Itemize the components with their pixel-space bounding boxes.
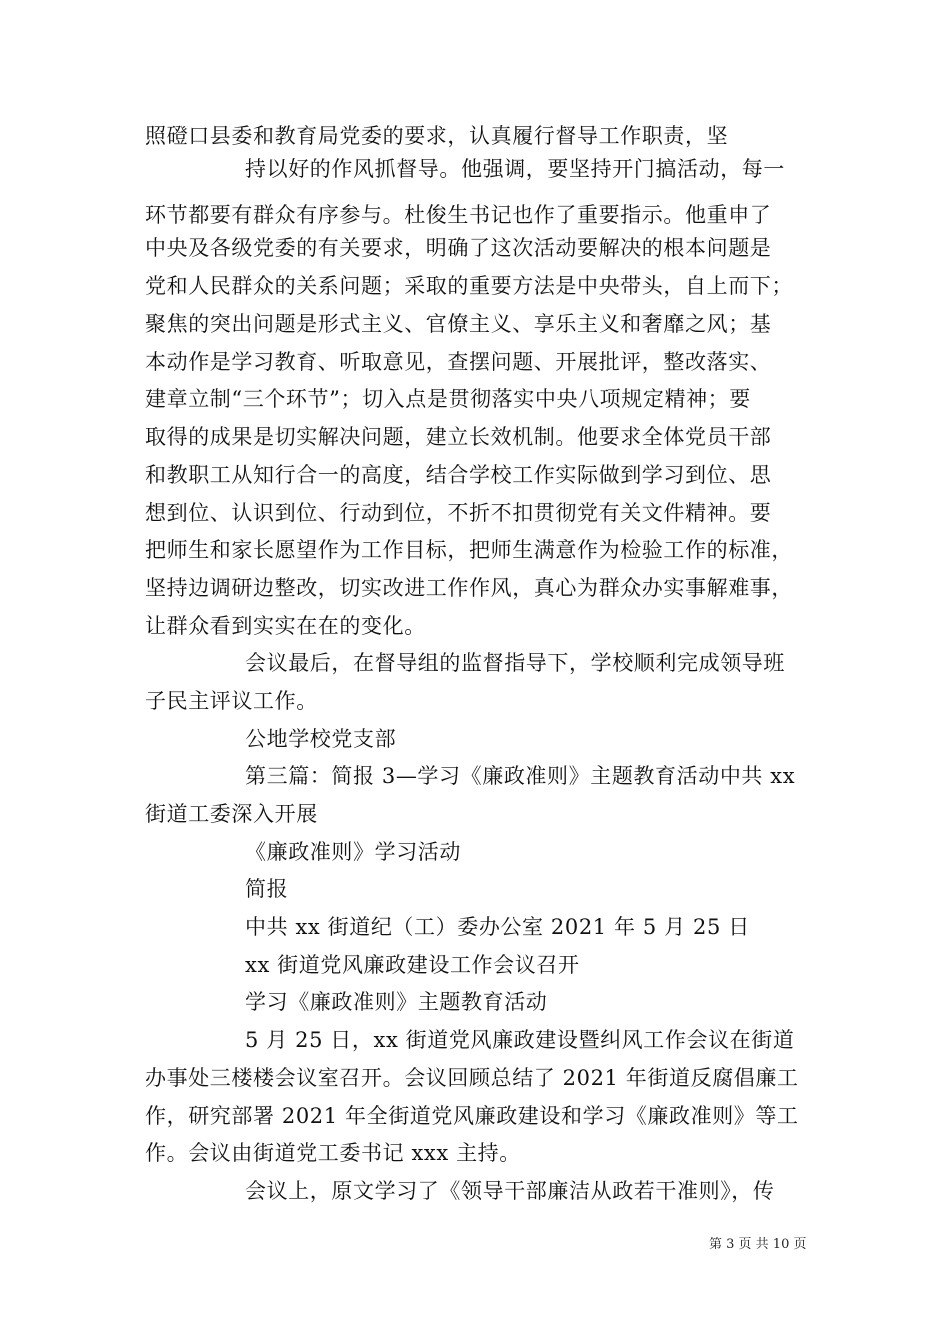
text-line: 5 月 25 日，xx 街道党风廉政建设暨纠风工作会议在街道 [245, 1028, 795, 1052]
signature-line: 公地学校党支部 [245, 727, 397, 751]
text-line: 子民主评议工作。 [145, 689, 318, 713]
bulletin-label: 简报 [245, 877, 289, 901]
subheadline: 学习《廉政准则》主题教育活动 [245, 990, 548, 1014]
bulletin-heading: 《廉政准则》学习活动 [245, 840, 461, 864]
section-title-continued: 街道工委深入开展 [145, 802, 318, 826]
text-line: 中央及各级党委的有关要求，明确了这次活动要解决的根本问题是 [145, 236, 772, 260]
issuer-date-line: 中共 xx 街道纪（工）委办公室 2021 年 5 月 25 日 [245, 915, 750, 939]
text-line: 建章立制“三个环节”；切入点是贯彻落实中央八项规定精神；要 [145, 387, 751, 411]
headline: xx 街道党风廉政建设工作会议召开 [245, 953, 580, 977]
section-title: 第三篇：简报 3—学习《廉政准则》主题教育活动中共 xx [245, 764, 796, 788]
text-line: 作，研究部署 2021 年全街道党风廉政建设和学习《廉政准则》等工 [145, 1104, 799, 1128]
text-line: 本动作是学习教育、听取意见，查摆问题、开展批评，整改落实、 [145, 350, 772, 374]
text-line: 让群众看到实实在在的变化。 [145, 614, 426, 638]
text-line: 党和人民群众的关系问题；采取的重要方法是中央带头，自上而下； [145, 274, 793, 298]
text-line: 坚持边调研边整改，切实改进工作作风，真心为群众办实事解难事， [145, 576, 793, 600]
text-line: 想到位、认识到位、行动到位，不折不扣贯彻党有关文件精神。要 [145, 501, 772, 525]
text-line: 办事处三楼楼会议室召开。会议回顾总结了 2021 年街道反腐倡廉工 [145, 1066, 799, 1090]
text-line: 和教职工从知行合一的高度，结合学校工作实际做到学习到位、思 [145, 463, 772, 487]
text-line: 把师生和家长愿望作为工作目标，把师生满意作为检验工作的标准， [145, 538, 793, 562]
text-line: 作。会议由街道党工委书记 xxx 主持。 [145, 1141, 521, 1165]
text-line: 持以好的作风抓督导。他强调，要坚持开门搞活动，每一 [245, 157, 785, 181]
text-line: 聚焦的突出问题是形式主义、官僚主义、享乐主义和奢靡之风；基 [145, 312, 772, 336]
text-line: 环节都要有群众有序参与。杜俊生书记也作了重要指示。他重申了 [145, 203, 772, 227]
text-line: 会议上，原文学习了《领导干部廉洁从政若干准则》，传 [245, 1179, 775, 1203]
page-number: 第 3 页 共 10 页 [709, 1237, 807, 1252]
text-line: 取得的成果是切实解决问题，建立长效机制。他要求全体党员干部 [145, 425, 772, 449]
text-line: 会议最后，在督导组的监督指导下，学校顺利完成领导班 [245, 651, 785, 675]
text-line: 照磴口县委和教育局党委的要求，认真履行督导工作职责，坚 [145, 124, 729, 148]
